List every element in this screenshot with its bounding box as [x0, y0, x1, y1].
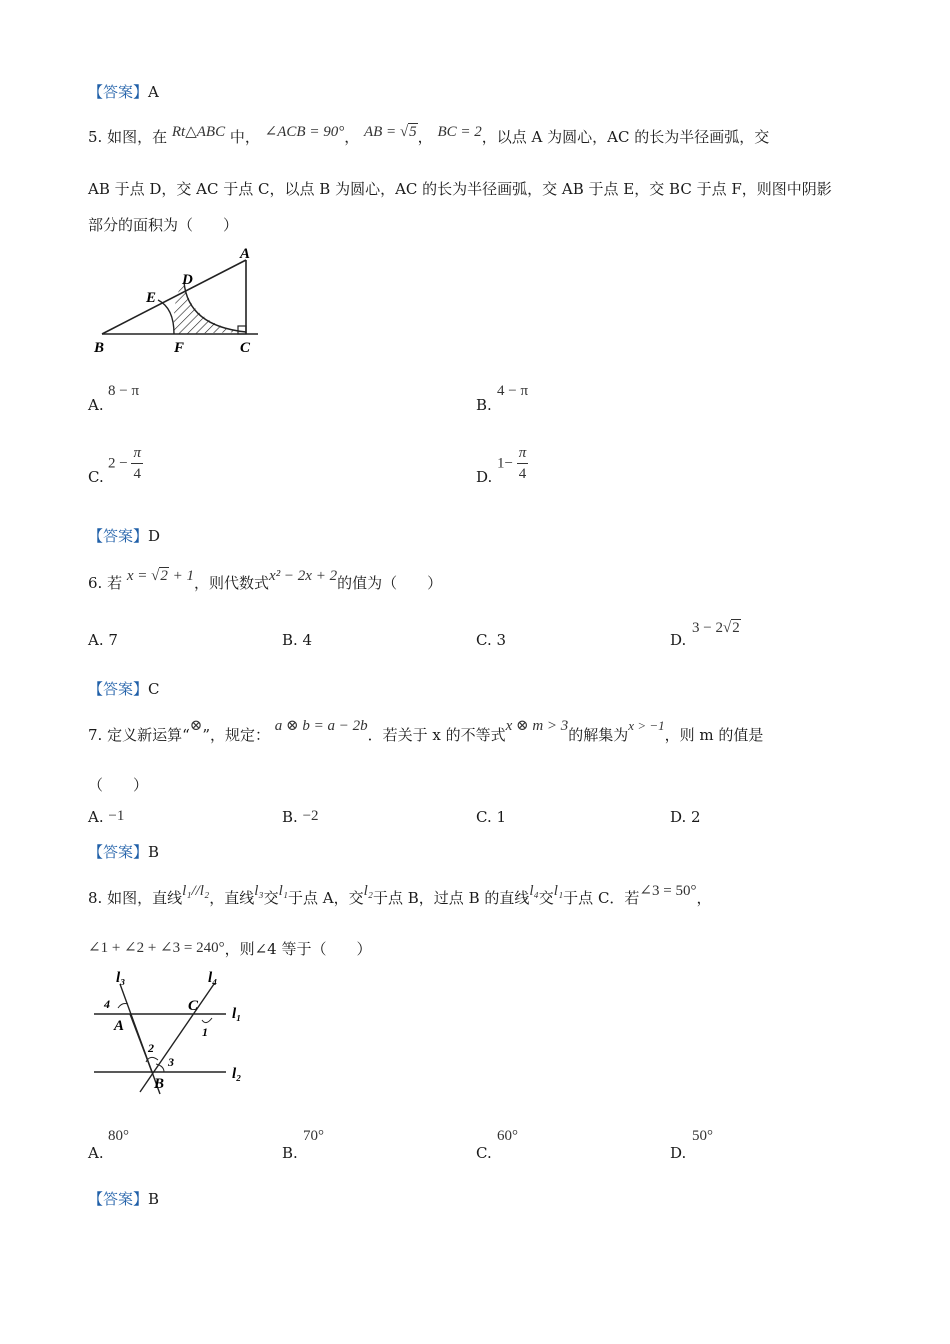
question-number: 5. [88, 128, 103, 146]
text: 交 [263, 889, 279, 907]
text: 于点 A，交 [288, 889, 364, 907]
option-c-label: C. [88, 468, 104, 486]
option-d: D. 2 [670, 808, 701, 826]
option-c-label: C. [476, 1144, 492, 1162]
option-d-label: D. [670, 631, 687, 649]
text: 8. 如图，直线 [88, 889, 183, 907]
label-a: A [114, 1018, 125, 1034]
option-b-value: 70° [303, 1128, 324, 1144]
answer-line-q4 [88, 81, 159, 102]
label-angle-2: 2 [148, 1041, 154, 1055]
math-sqrt2: 2 [160, 568, 168, 584]
label-c: C [188, 998, 199, 1014]
math-parallel: l₁//l₂ [182, 883, 210, 899]
label-a: A [240, 246, 251, 262]
label-angle-1: 1 [202, 1025, 208, 1039]
text: 1− [497, 455, 513, 472]
answer-tag: 【答案】 [88, 843, 149, 861]
answer-value: C [148, 680, 160, 698]
answer-value: A [148, 83, 159, 101]
math-angle3: ∠3 = 50° [639, 883, 697, 899]
text: 2 − [108, 455, 128, 472]
text: 3 − 2 [692, 620, 723, 636]
math-rule: a ⊗ b = a − 2b [274, 718, 368, 734]
option-value: −2 [302, 808, 319, 824]
label-l1: l₁ [232, 1006, 242, 1022]
text: 于点 C．若 [563, 889, 640, 907]
label-b: B [154, 1076, 165, 1092]
q5-figure [90, 244, 270, 356]
option-a: A. 7 [88, 631, 118, 649]
question-8-line1 [88, 883, 712, 908]
math-solution: x > −1 [628, 718, 665, 733]
arc-ef [158, 300, 174, 334]
question-6-line: 6. 若 x = √2 + 1，则代数式x² − 2x + 2的值为（ ） [88, 568, 443, 592]
math-rt-abc: Rt△ABC [171, 124, 226, 140]
label-e: E [146, 290, 157, 306]
option-a-label: A. [88, 396, 104, 414]
fraction-numerator: π [131, 446, 143, 464]
label-angle-3: 3 [168, 1055, 174, 1069]
option-b: B. 4 [282, 631, 313, 649]
text: ”，规定： [202, 726, 270, 744]
text: ，则代数式 [194, 574, 270, 592]
math-x-eq: x = [126, 568, 152, 584]
option-b-label: B. [476, 396, 492, 414]
text: 中， [229, 128, 260, 146]
option-a [88, 808, 124, 827]
question-8-line2 [88, 938, 371, 959]
option-a-value: 80° [108, 1128, 129, 1144]
text: ，则 m 的值是 [664, 726, 764, 744]
option-c: C. 1 [476, 808, 507, 826]
fraction-numerator: π [517, 446, 529, 464]
label-l3: l₃ [116, 970, 126, 986]
right-angle-mark [238, 326, 246, 334]
math-plus-one: + 1 [168, 568, 195, 584]
option-label: A. [88, 808, 104, 826]
answer-value: B [148, 843, 160, 861]
label-l2: l₂ [232, 1066, 242, 1082]
label-c: C [240, 340, 251, 356]
label-b: B [94, 340, 105, 356]
option-d-value: 50° [692, 1128, 713, 1144]
answer-line-q6 [88, 678, 160, 699]
math-l1: l₁ [278, 883, 289, 899]
math-sqrt2: 2 [732, 620, 740, 636]
answer-tag: 【答案】 [88, 83, 149, 101]
q8-figure [90, 968, 260, 1098]
math-l4: l₄ [529, 883, 539, 899]
text: 的值为（ ） [337, 574, 443, 592]
option-d-label: D. [476, 468, 493, 486]
math-ab: AB = [363, 124, 400, 140]
text: ．若关于 x 的不等式 [367, 726, 506, 744]
answer-line-q8 [88, 1188, 159, 1209]
option-b-value: 4 − π [497, 383, 529, 399]
math-bc: BC = 2 [437, 124, 482, 140]
answer-value: D [148, 527, 161, 545]
label-l4: l₄ [208, 970, 218, 986]
text: 如图，在 [107, 128, 168, 146]
text: 交 [538, 889, 554, 907]
question-7-line1 [88, 718, 764, 745]
math-angle-acb: ∠ACB = 90° [264, 124, 345, 140]
answer-tag: 【答案】 [88, 1190, 149, 1208]
otimes-symbol: ⊗ [189, 718, 203, 734]
option-c: C. 3 [476, 631, 507, 649]
math-l3: l₃ [254, 883, 264, 899]
answer-tag: 【答案】 [88, 527, 149, 545]
option-d-value: 3 − 2√2 [692, 620, 740, 636]
question-5-line1: 5. 如图，在 Rt△ABC 中， ∠ACB = 90°， AB = √5， BC = 2，以点 A 为圆心，AC 的长为半径画弧，交 [88, 124, 770, 146]
math-l2: l₂ [363, 883, 374, 899]
option-value: −1 [108, 808, 125, 824]
math-l1: l₁ [553, 883, 564, 899]
text: 7. 定义新运算“ [88, 726, 190, 744]
label-angle-4: 4 [104, 997, 110, 1011]
math-angle-sum: ∠1 + ∠2 + ∠3 = 240° [88, 940, 225, 956]
option-b [282, 808, 319, 827]
text: ，则∠4 等于（ ） [224, 940, 372, 958]
answer-line-q5 [88, 525, 160, 546]
option-a-label: A. [88, 1144, 104, 1162]
option-label: B. [282, 808, 298, 826]
text: ，以点 A 为圆心，AC 的长为半径画弧，交 [481, 128, 770, 146]
math-expression: x² − 2x + 2 [269, 568, 338, 584]
question-5-line2: AB 于点 D，交 AC 于点 C，以点 B 为圆心，AC 的长为半径画弧，交 AB 于点 E，交 BC 于点 F，则图中阴影 [88, 180, 832, 198]
option-a-value: 8 − π [108, 383, 140, 399]
option-c-value: 60° [497, 1128, 518, 1144]
option-b-label: B. [282, 1144, 298, 1162]
answer-value: B [148, 1190, 160, 1208]
question-5-line3: 部分的面积为（ ） [88, 216, 239, 234]
math-sqrt5: 5 [409, 124, 417, 140]
question-7-line2: （ ） [88, 776, 149, 794]
math-inequality: x ⊗ m > 3 [505, 718, 569, 734]
question-number: 6. 若 [88, 574, 123, 592]
fraction-denominator: 4 [518, 466, 527, 482]
label-d: D [182, 272, 193, 288]
text: ， [696, 889, 712, 907]
option-d-value [497, 446, 528, 482]
text: 于点 B，过点 B 的直线 [373, 889, 530, 907]
answer-line-q7 [88, 841, 159, 862]
option-d-label: D. [670, 1144, 687, 1162]
label-f: F [174, 340, 185, 356]
option-c-value [108, 446, 143, 482]
text: ，直线 [209, 889, 255, 907]
fraction-denominator: 4 [133, 466, 141, 482]
text: 的解集为 [568, 726, 629, 744]
answer-tag: 【答案】 [88, 680, 149, 698]
